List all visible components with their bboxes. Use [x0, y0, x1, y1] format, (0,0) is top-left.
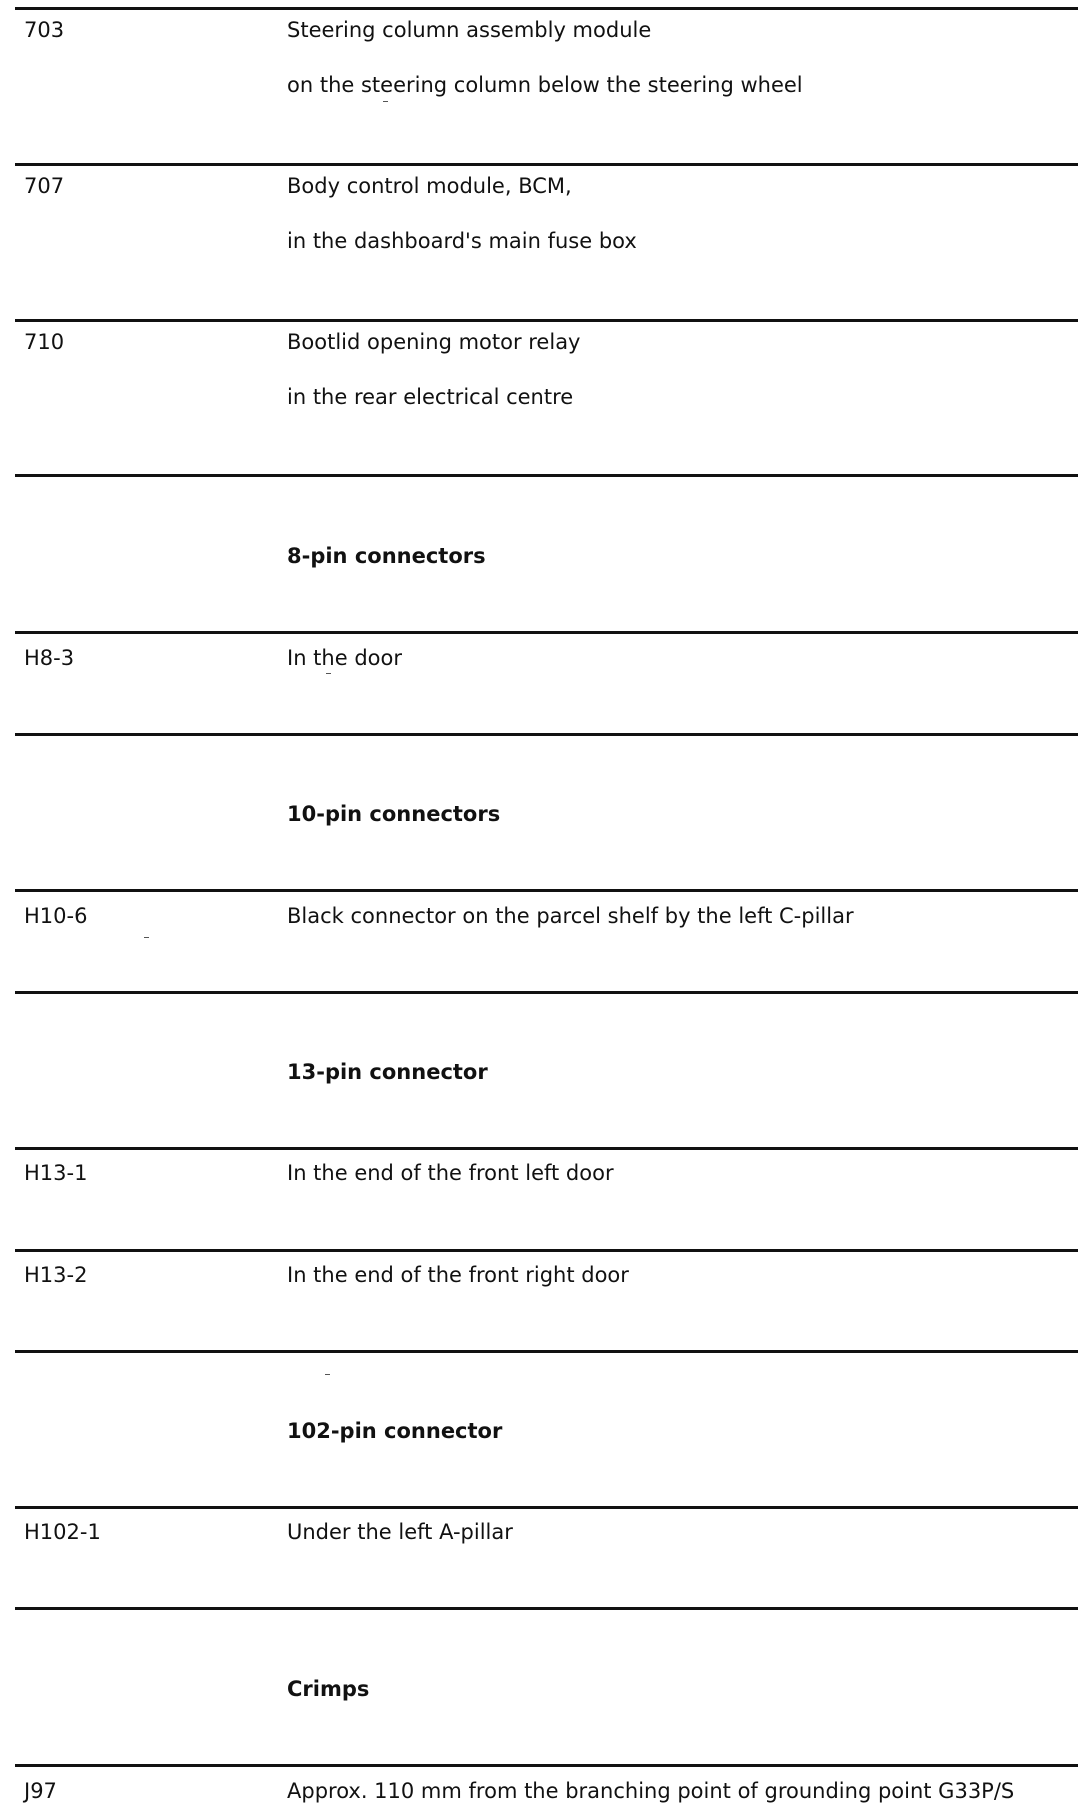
section-heading: 8-pin connectors: [287, 544, 486, 568]
section-heading: 13-pin connector: [287, 1060, 488, 1084]
table-rule: [15, 1147, 1078, 1150]
crimp-code: J97: [24, 1779, 57, 1803]
component-location: in the rear electrical centre: [287, 385, 574, 409]
component-name: Body control module, BCM,: [287, 174, 572, 198]
table-rule: [15, 474, 1078, 477]
scan-speck: [325, 1374, 330, 1375]
connector-location: Under the left A-pillar: [287, 1520, 513, 1544]
section-heading: 10-pin connectors: [287, 802, 501, 826]
table-rule: [15, 319, 1078, 322]
table-rule: [15, 631, 1078, 634]
table-rule: [15, 1764, 1078, 1767]
scan-speck: [383, 101, 388, 102]
connector-code: H10-6: [24, 904, 88, 928]
table-rule: [15, 733, 1078, 736]
section-heading: 102-pin connector: [287, 1419, 503, 1443]
component-location: on the steering column below the steering wheel: [287, 73, 803, 97]
component-location: in the dashboard's main fuse box: [287, 229, 637, 253]
component-code: 710: [24, 330, 65, 354]
table-rule: [15, 1607, 1078, 1610]
table-rule: [15, 889, 1078, 892]
table-rule: [15, 1350, 1078, 1353]
component-name: Bootlid opening motor relay: [287, 330, 581, 354]
connector-code: H13-1: [24, 1161, 88, 1185]
table-rule: [15, 1249, 1078, 1252]
connector-code: H13-2: [24, 1263, 88, 1287]
connector-code: H8-3: [24, 646, 75, 670]
connector-code: H102-1: [24, 1520, 101, 1544]
component-code: 707: [24, 174, 65, 198]
connector-location: In the end of the front left door: [287, 1161, 614, 1185]
connector-location: In the door: [287, 646, 402, 670]
scan-speck: [326, 673, 331, 674]
connector-location: In the end of the front right door: [287, 1263, 629, 1287]
component-name: Steering column assembly module: [287, 18, 652, 42]
table-rule: [15, 1506, 1078, 1509]
table-rule: [15, 7, 1078, 10]
section-heading: Crimps: [287, 1677, 370, 1701]
table-rule: [15, 163, 1078, 166]
scan-speck: [144, 937, 149, 938]
crimp-location: Approx. 110 mm from the branching point of grounding point G33P/S: [287, 1779, 1015, 1803]
component-code: 703: [24, 18, 65, 42]
connector-location: Black connector on the parcel shelf by the left C-pillar: [287, 904, 854, 928]
table-rule: [15, 991, 1078, 994]
